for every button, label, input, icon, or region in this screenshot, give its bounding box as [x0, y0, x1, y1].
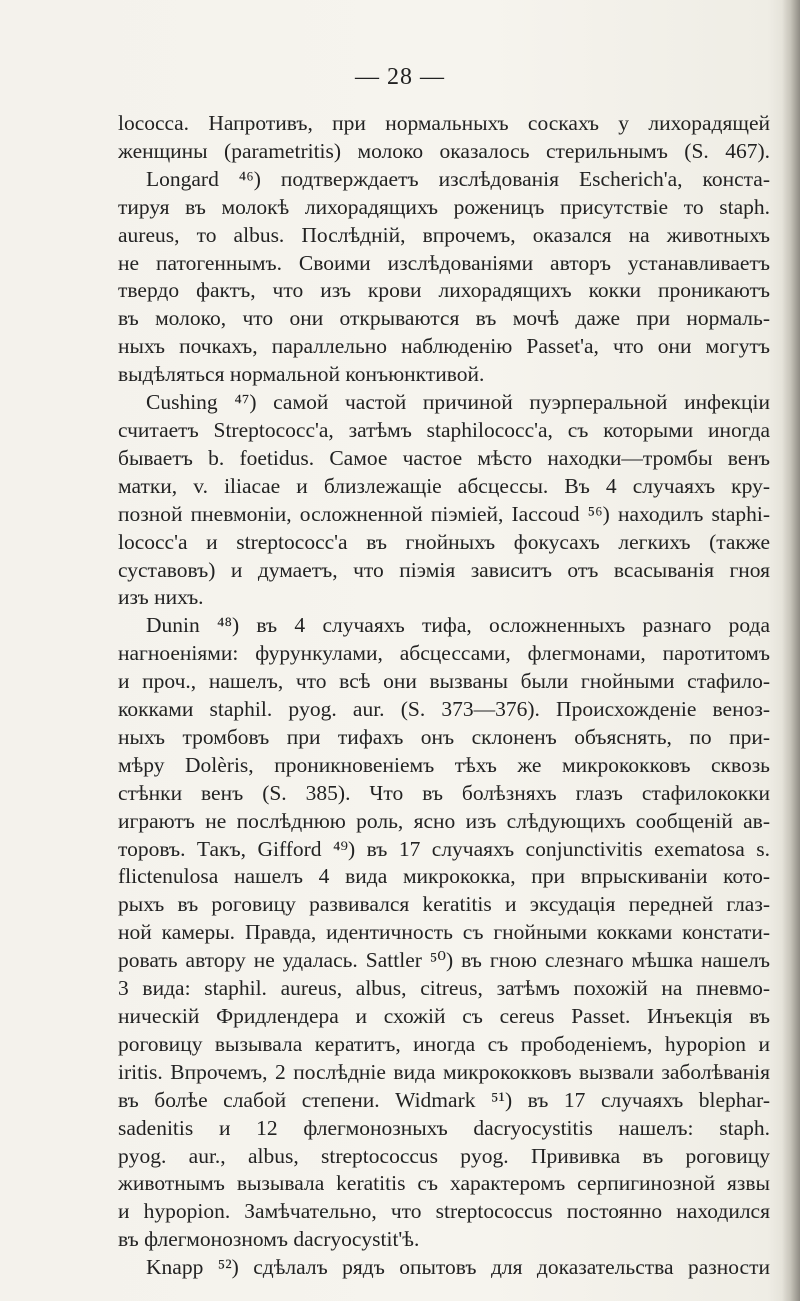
- text-line: бываетъ b. foetidus. Самое частое мѣсто находки—тромбы венъ: [118, 445, 770, 470]
- text-line: въ болѣе слабой степени. Widmark ⁵¹) въ 17 случаяхъ blephar-: [118, 1087, 770, 1112]
- text-line: изъ нихъ.: [118, 585, 204, 610]
- text-line: Knapp ⁵²) сдѣлалъ рядъ опытовъ для доказательства разности: [146, 1255, 770, 1280]
- text-line: играютъ не послѣднюю роль, ясно изъ слѣдующихъ сообщеній ав-: [118, 808, 770, 833]
- text-line: мѣру Dolèris, проникновеніемъ тѣхъ же микрококковъ сквозь: [118, 752, 770, 777]
- text-line: ныхъ тромбовъ при тифахъ онъ склоненъ объяснять, по при-: [118, 724, 770, 749]
- text-line: матки, v. iliacae и близлежащіе абсцессы. Въ 4 случаяхъ кру-: [118, 473, 770, 498]
- text-line: выдѣляться нормальной конъюнктивой.: [118, 362, 485, 387]
- text-line: и hypopion. Замѣчательно, что streptococcus постоянно находился: [118, 1199, 770, 1224]
- text-line: позной пневмоніи, осложненной піэміей, Iaccoud ⁵⁶) находилъ staphi-: [118, 501, 770, 526]
- text-line: торовъ. Такъ, Gifford ⁴⁹) въ 17 случаяхъ conjunctivitis exematosa s.: [118, 836, 770, 861]
- page-number: — 28 —: [355, 64, 445, 90]
- text-line: ной камеры. Правда, идентичность съ гнойными кокками констати-: [118, 920, 770, 945]
- text-line: суставовъ) и думаетъ, что піэмія зависитъ отъ всасыванія гноя: [118, 557, 770, 582]
- text-line: кокками staphil. pyog. aur. (S. 373—376). Происхожденіе веноз-: [118, 697, 770, 722]
- text-line: животнымъ вызывала keratitis съ характеромъ серпигинозной язвы: [118, 1171, 770, 1196]
- text-line: Longard ⁴⁶) подтверждаетъ изслѣдованія Escherich'а, конста-: [146, 166, 770, 191]
- text-line: роговицу вызывала кератитъ, иногда съ прободеніемъ, hypopion и: [118, 1031, 770, 1056]
- text-line: и проч., нашелъ, что всѣ они вызваны были гнойными стафило-: [118, 669, 770, 694]
- text-line: flictenulosa нашелъ 4 вида микрококка, при впрыскиваніи кото-: [118, 864, 770, 889]
- body-text: [118, 110, 770, 1282]
- text-line: рыхъ въ роговицу развивался keratitis и эксудація передней глаз-: [118, 892, 770, 917]
- text-line: sadenitis и 12 флегмонозныхъ dacryocystitis нашелъ: staph.: [118, 1115, 770, 1140]
- text-line: ныхъ почкахъ, параллельно наблюденію Passet'а, что они могутъ: [118, 334, 770, 359]
- text-line: pyog. aur., albus, streptococcus pyog. Прививка въ роговицу: [118, 1143, 770, 1168]
- text-line: 3 вида: staphil. aureus, albus, citreus, затѣмъ похожій на пневмо-: [118, 976, 770, 1001]
- text-line: не патогеннымъ. Своими изслѣдованіями авторъ устанавливаетъ: [118, 250, 770, 275]
- text-line: женщины (parametritis) молоко оказалось стерильнымъ (S. 467).: [118, 138, 770, 163]
- text-line: нагноеніями: фурункулами, абсцессами, флегмонами, паротитомъ: [118, 641, 770, 666]
- text-line: стѣнки венъ (S. 385). Что въ болѣзняхъ глазъ стафилококки: [118, 780, 770, 805]
- text-line: Cushing ⁴⁷) самой частой причиной пуэрперальной инфекціи: [146, 390, 770, 415]
- text-line: въ флегмонозномъ dacryocystit'ѣ.: [118, 1227, 420, 1252]
- text-line: aureus, то albus. Послѣдній, впрочемъ, оказался на животныхъ: [118, 222, 770, 247]
- text-line: Dunin ⁴⁸) въ 4 случаяхъ тифа, осложненныхъ разнаго рода: [146, 613, 770, 638]
- text-line: ровать автору не удалась. Sattler ⁵⁰) въ гною слезнаго мѣшка нашелъ: [118, 948, 770, 973]
- text-line: lococc'а и streptococc'а въ гнойныхъ фокусахъ легкихъ (также: [118, 529, 770, 554]
- text-line: считаетъ Streptococc'а, затѣмъ staphilococc'а, съ которыми иногда: [118, 417, 770, 442]
- text-line: въ молоко, что они открываются въ мочѣ даже при нормаль-: [118, 306, 770, 331]
- text-line: ническій Фридлендера и схожій съ cereus Passet. Инъекція въ: [118, 1004, 770, 1028]
- text-line: iritis. Впрочемъ, 2 послѣдніе вида микрококковъ вызвали заболѣванія: [118, 1059, 770, 1084]
- text-line: lococca. Напротивъ, при нормальныхъ соскахъ у лихорадящей: [118, 111, 770, 135]
- page-edge-shadow: [782, 0, 800, 1301]
- text-line: твердо фактъ, что изъ крови лихорадящихъ кокки проникаютъ: [118, 278, 770, 303]
- text-line: тируя въ молокѣ лихорадящихъ роженицъ присутствіе то staph.: [118, 194, 770, 219]
